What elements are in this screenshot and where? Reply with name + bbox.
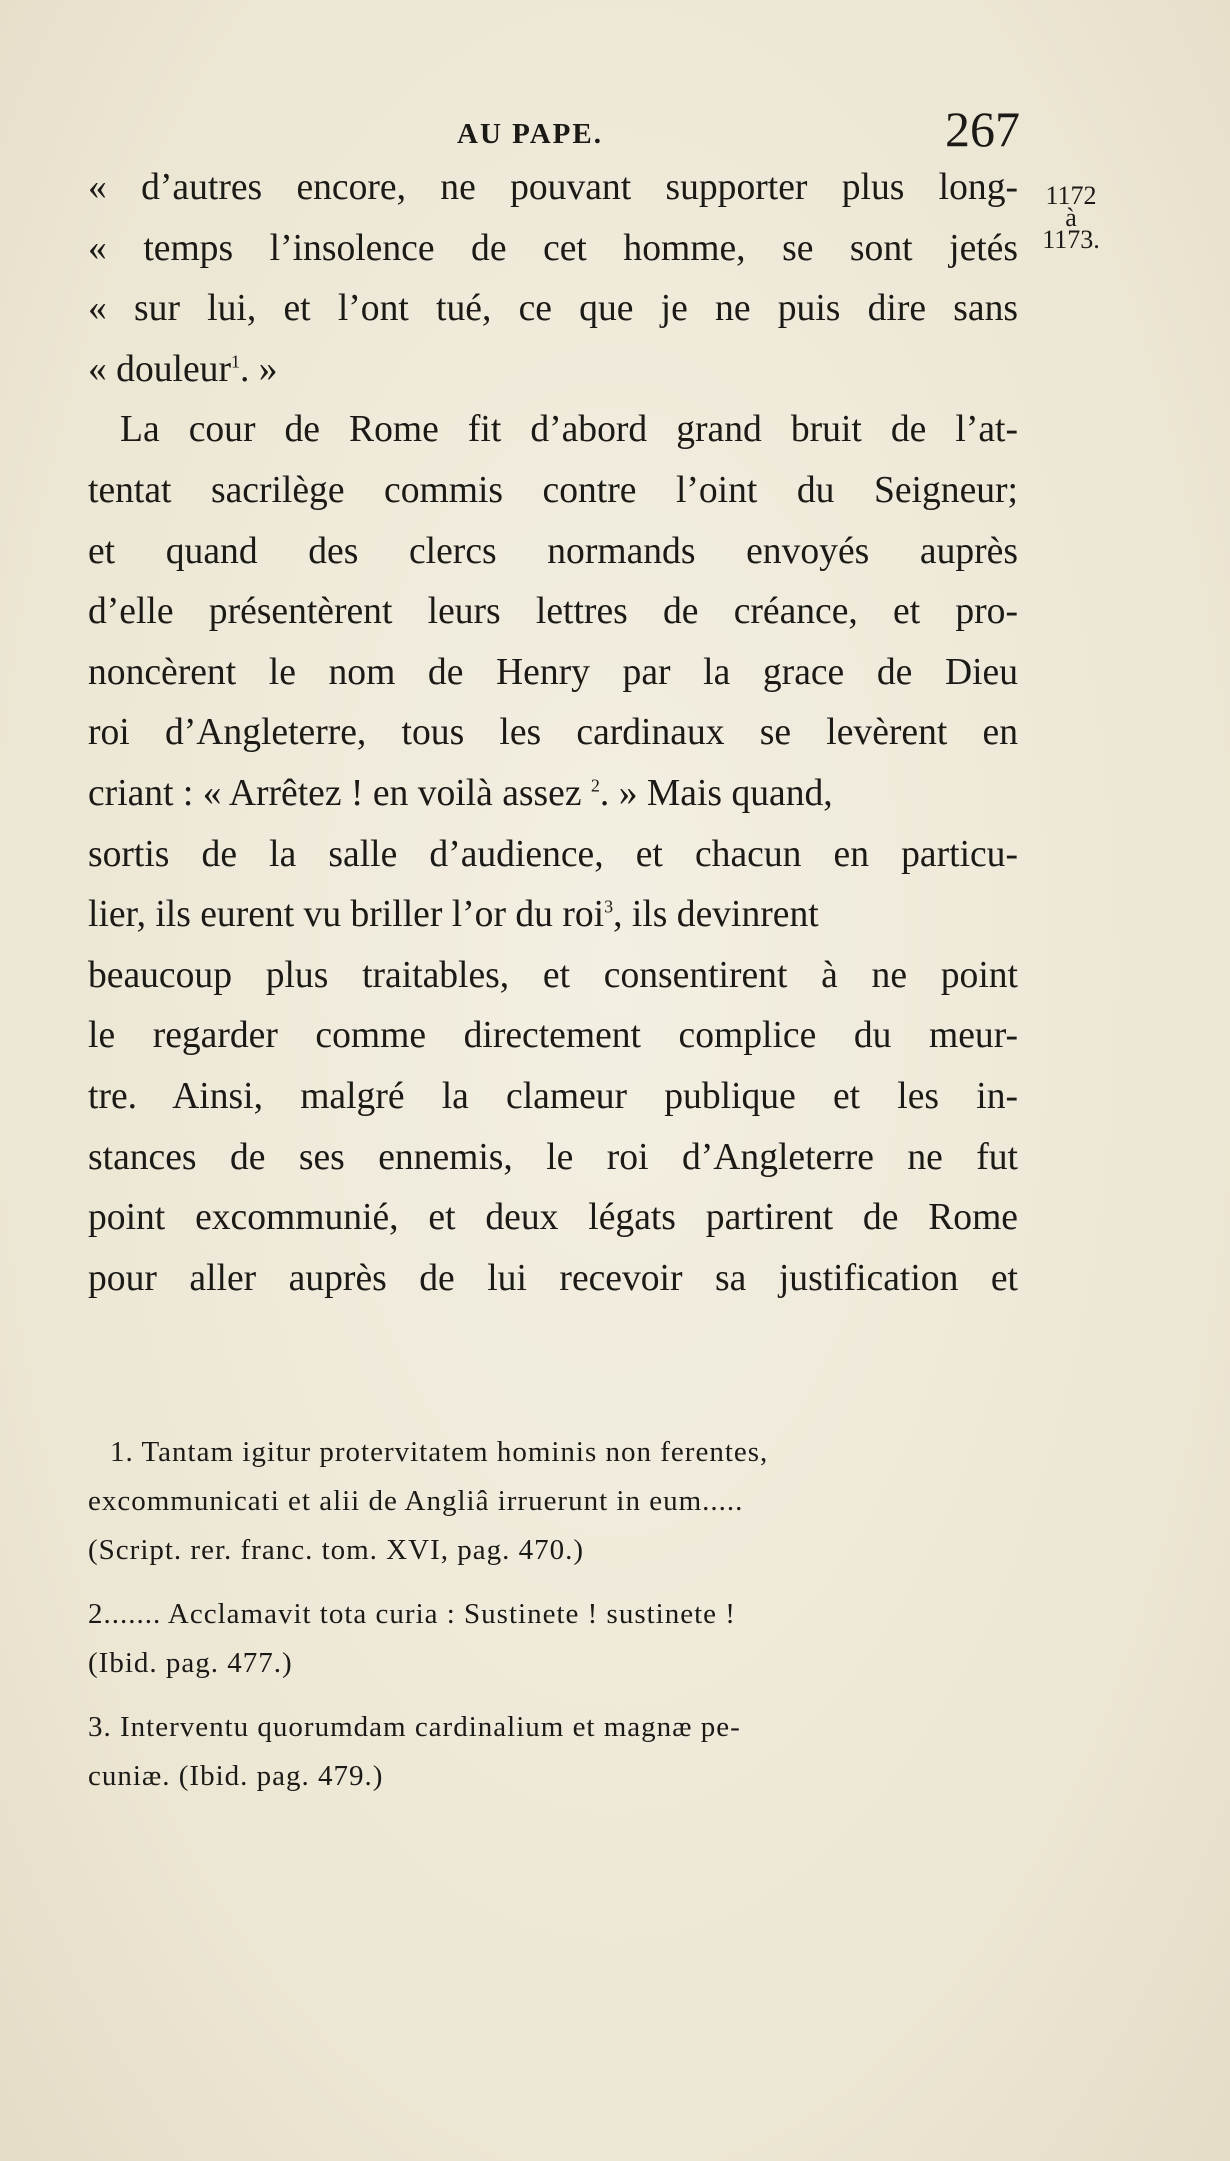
body-line-text: criant : « Arrêtez ! en voilà assez bbox=[88, 772, 582, 814]
footnote-2-line: (Ibid. pag. 477.) bbox=[88, 1647, 293, 1679]
footnote-3-line: cuniæ. (Ibid. pag. 479.) bbox=[88, 1760, 384, 1792]
body-line: pour aller auprès de lui recevoir sa justification et bbox=[88, 1257, 1018, 1299]
body-line: point excommunié, et deux légats partirent de Rome bbox=[88, 1197, 1018, 1239]
body-line: noncèrent le nom de Henry par la grace de Dieu bbox=[88, 651, 1018, 693]
body-line bbox=[88, 764, 1018, 825]
body-line-tail: , ils devinrent bbox=[613, 894, 819, 936]
footnote-spacer bbox=[88, 1575, 1088, 1590]
margin-date-start: 1172 bbox=[1045, 181, 1097, 210]
note-ref-3: 3 bbox=[604, 896, 614, 917]
body-line: sortis de la salle d’audience, et chacun en particu- bbox=[88, 833, 1018, 875]
body-line: d’elle présentèrent leurs lettres de créance, et pro- bbox=[88, 591, 1018, 633]
footnote-1-line: 1. Tantam igitur protervitatem hominis non ferentes, bbox=[110, 1436, 769, 1468]
body-line bbox=[88, 340, 1018, 401]
body-line: tentat sacrilège commis contre l’oint du Seigneur; bbox=[88, 469, 1018, 511]
body-line: « temps l’insolence de cet homme, se sont jetés bbox=[88, 227, 1018, 269]
footnote-spacer bbox=[88, 1688, 1088, 1703]
body-line: et quand des clercs normands envoyés auprès bbox=[88, 530, 1018, 572]
body-line: stances de ses ennemis, le roi d’Angleterre ne fut bbox=[88, 1136, 1018, 1178]
note-ref-2: 2 bbox=[590, 775, 600, 796]
body-line: tre. Ainsi, malgré la clameur publique et les in- bbox=[88, 1075, 1018, 1117]
footnote-1-line: (Script. rer. franc. tom. XVI, pag. 470.) bbox=[88, 1534, 585, 1566]
body-line-tail: . » bbox=[239, 348, 278, 390]
body-line: beaucoup plus traitables, et consentirent à ne point bbox=[88, 954, 1018, 996]
footnotes bbox=[88, 1428, 1088, 1801]
body-line bbox=[88, 885, 1018, 946]
footnote-1-line: excommunicati et alii de Angliâ irruerunt in eum..... bbox=[88, 1485, 744, 1517]
footnote-3-line: 3. Interventu quorumdam cardinalium et magnæ pe- bbox=[88, 1711, 741, 1743]
note-ref-1: 1 bbox=[230, 351, 240, 372]
body-text bbox=[88, 158, 1018, 1309]
margin-date bbox=[1036, 181, 1106, 254]
body-line-text: lier, ils eurent vu briller l’or du roi bbox=[88, 894, 605, 936]
body-line: « sur lui, et l’ont tué, ce que je ne puis dire sans bbox=[88, 288, 1018, 330]
footnote-2-line: 2....... Acclamavit tota curia : Sustinete ! sustinete ! bbox=[88, 1598, 736, 1630]
body-line: « d’autres encore, ne pouvant supporter plus long- bbox=[88, 167, 1018, 208]
margin-date-separator: à bbox=[1065, 203, 1077, 232]
body-line: le regarder comme directement complice du meur- bbox=[88, 1015, 1018, 1057]
body-line-text: « douleur bbox=[88, 348, 231, 390]
body-line: La cour de Rome fit d’abord grand bruit de l’at- bbox=[120, 409, 1018, 451]
page-number: 267 bbox=[945, 101, 1020, 157]
running-head: AU PAPE. bbox=[457, 118, 603, 150]
body-line: roi d’Angleterre, tous les cardinaux se levèrent en bbox=[88, 712, 1018, 754]
body-line-tail: . » Mais quand, bbox=[599, 772, 833, 814]
margin-date-end: 1173. bbox=[1042, 225, 1100, 254]
